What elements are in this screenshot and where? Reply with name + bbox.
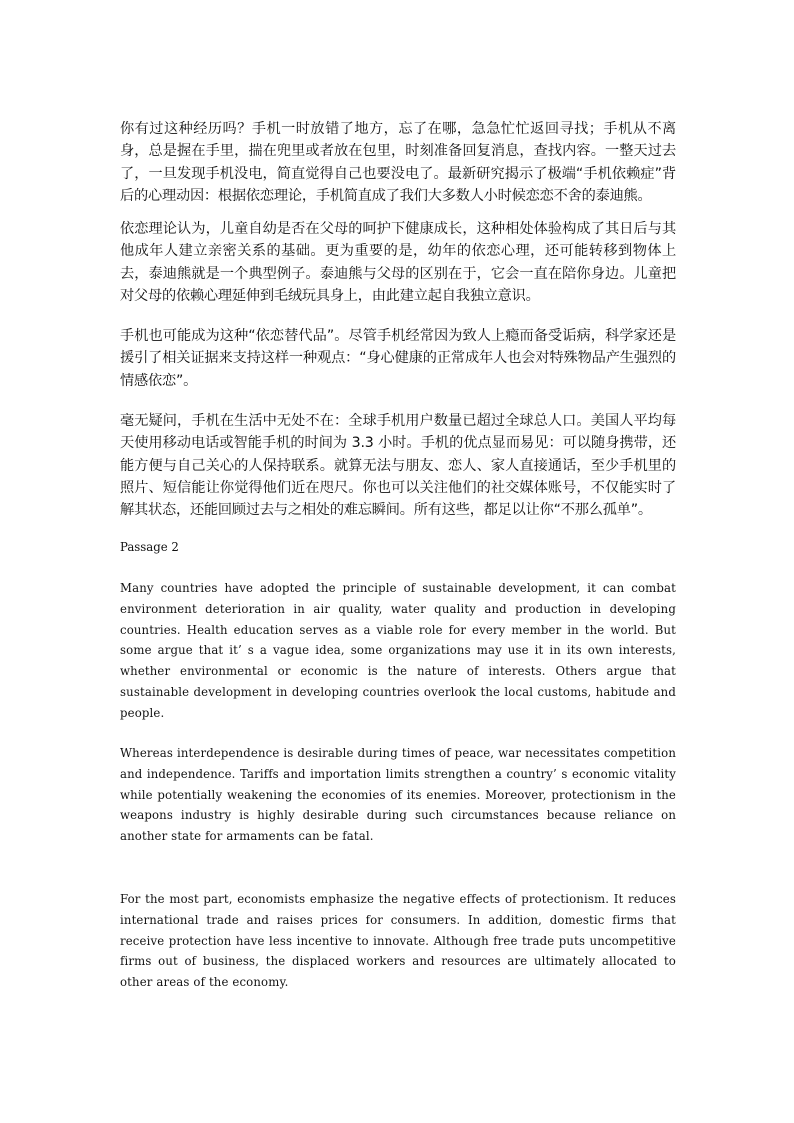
passage2-paragraph-3: For the most part, economists emphasize the negative effects of protectionism. It reduces international trade and raises prices for consumers. In addition, domestic firms that receive protection have less incentive to innovate. Although free trade puts uncompetitive firms out of business, the displaced workers and resources are ultimately allocated to other areas of the economy. <box>120 892 676 990</box>
passage2-paragraph-1: Many countries have adopted the principle of sustainable development, it can combat environment deterioration in air quality, water quality and production in developing countries. Health education serves as a viable role for every member in the world. But some argue that it’ s a vague idea, some organizations may use it in its own interests, whether environmental or economic is the nature of interests. Others argue that sustainable development in developing countries overlook the local customs, habitude and people. <box>120 581 676 720</box>
passage1-paragraph-1: 你有过这种经历吗？手机一时放错了地方，忘了在哪，急急忙忙返回寻找；手机从不离身，总是握在手里，揣在兜里或者放在包里，时刻准备回复消息，查找内容。一整天过去了，一旦发现手机没电，简直觉得自己也要没电了。最新研究揭示了极端“手机依赖症”背后的心理动因：根据依恋理论，手机简直成了我们大多数人小时候恋恋不舍的泰迪熊。 <box>120 121 676 204</box>
passage1-paragraph-3: 手机也可能成为这种“依恋替代品”。尽管手机经常因为致人上瘾而备受诟病，科学家还是援引了相关证据来支持这样一种观点：“身心健康的正常成年人也会对特殊物品产生强烈的情感依恋”。 <box>120 328 676 389</box>
passage1-paragraph-4: 毫无疑问，手机在生活中无处不在：全球手机用户数量已超过全球总人口。美国人平均每天使用移动电话或智能手机的时间为 3.3 小时。手机的优点显而易见：可以随身携带，还能方便与自己关心的人保持联系。就算无法与朋友、恋人、家人直接通话，至少手机里的照片、短信能让你觉得他们近在咫尺。你也可以关注他们的社交媒体账号，不仅能实时了解其状态，还能回顾过去与之相处的难忘瞬间。所有这些，都足以让你“不那么孤单”。 <box>120 413 676 519</box>
passage2-heading: Passage 2 <box>120 540 179 554</box>
passage2-paragraph-2: Whereas interdependence is desirable during times of peace, war necessitates competition and independence. Tariffs and importation limits strengthen a country’ s economic vitality while potentially weakening the economies of its enemies. Moreover, protectionism in the weapons industry is highly desirable during such circumstances because reliance on another state for armaments can be fatal. <box>120 746 676 844</box>
passage1-paragraph-2: 依恋理论认为，儿童自幼是否在父母的呵护下健康成长，这种相处体验构成了其日后与其他成年人建立亲密关系的基础。更为重要的是，幼年的依恋心理，还可能转移到物体上去，泰迪熊就是一个典型例子。泰迪熊与父母的区别在于，它会一直在陪你身边。儿童把对父母的依赖心理延伸到毛绒玩具身上，由此建立起自我独立意识。 <box>120 221 676 304</box>
